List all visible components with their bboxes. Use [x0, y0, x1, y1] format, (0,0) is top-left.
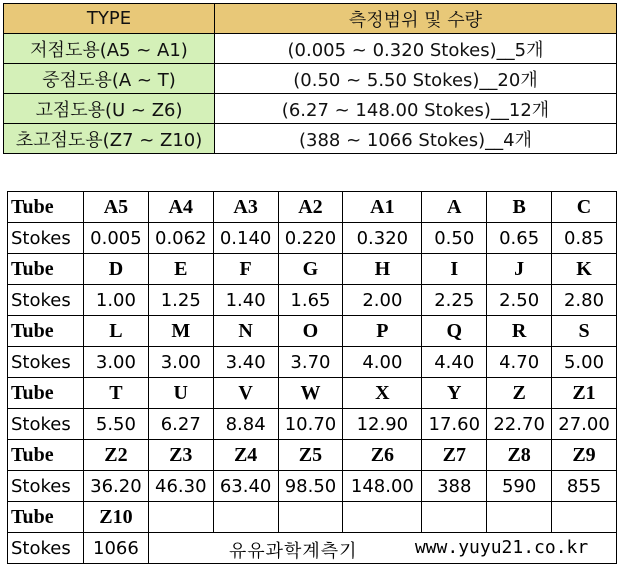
tube-cell: Z2: [84, 440, 149, 471]
stokes-cell: 46.30: [148, 471, 213, 502]
stokes-cell: 5.00: [552, 347, 617, 378]
stokes-cell: 855: [552, 471, 617, 502]
tube-row: [8, 378, 617, 409]
range-row-range: (388 ~ 1066 Stokes)__4개: [215, 124, 617, 154]
tube-cell: O: [278, 316, 343, 347]
tube-row: [8, 440, 617, 471]
stokes-label: Stokes: [8, 223, 84, 254]
empty-cell: [148, 502, 213, 533]
stokes-cell: 4.00: [343, 347, 422, 378]
stokes-cell: 0.140: [213, 223, 278, 254]
stokes-label: Stokes: [8, 409, 84, 440]
tube-cell: J: [487, 254, 552, 285]
range-table: [3, 3, 617, 154]
tube-cell: L: [84, 316, 149, 347]
stokes-cell: 590: [487, 471, 552, 502]
stokes-cell: 0.320: [343, 223, 422, 254]
tube-cell: G: [278, 254, 343, 285]
tube-cell: Z3: [148, 440, 213, 471]
tube-cell: C: [552, 192, 617, 223]
tube-cell: P: [343, 316, 422, 347]
stokes-label: Stokes: [8, 347, 84, 378]
stokes-row: [8, 223, 617, 254]
stokes-cell: 3.00: [84, 347, 149, 378]
tube-cell: R: [487, 316, 552, 347]
stokes-cell: 12.90: [343, 409, 422, 440]
stokes-cell: 3.40: [213, 347, 278, 378]
tube-cell: U: [148, 378, 213, 409]
stokes-cell: 6.27: [148, 409, 213, 440]
tube-label: Tube: [8, 440, 84, 471]
website-url: www.yuyu21.co.kr: [414, 537, 589, 558]
empty-cell: [422, 502, 487, 533]
tube-cell: E: [148, 254, 213, 285]
tube-cell: W: [278, 378, 343, 409]
tube-cell: Z9: [552, 440, 617, 471]
range-row: [4, 64, 617, 94]
tube-row: [8, 502, 617, 533]
stokes-cell: 63.40: [213, 471, 278, 502]
stokes-cell: 36.20: [84, 471, 149, 502]
tube-cell: Z8: [487, 440, 552, 471]
stokes-cell: 3.00: [148, 347, 213, 378]
tube-cell: Q: [422, 316, 487, 347]
stokes-cell: 1.25: [148, 285, 213, 316]
tube-cell: T: [84, 378, 149, 409]
stokes-cell: 148.00: [343, 471, 422, 502]
range-table-header: [4, 4, 617, 34]
stokes-cell: 8.84: [213, 409, 278, 440]
range-row-name: 고점도용(U ~ Z6): [4, 94, 215, 124]
tube-cell: D: [84, 254, 149, 285]
stokes-cell: 5.50: [84, 409, 149, 440]
stokes-row: [8, 533, 617, 564]
stokes-cell: 22.70: [487, 409, 552, 440]
stokes-cell: 2.25: [422, 285, 487, 316]
tube-label: Tube: [8, 502, 84, 533]
tube-row: [8, 316, 617, 347]
stokes-row: [8, 471, 617, 502]
tube-cell: Y: [422, 378, 487, 409]
stokes-cell: 1066: [84, 533, 149, 564]
range-row-range: (0.005 ~ 0.320 Stokes)__5개: [215, 34, 617, 64]
tube-row: [8, 254, 617, 285]
range-row-range: (0.50 ~ 5.50 Stokes)__20개: [215, 64, 617, 94]
company-name: 유유과학계측기: [228, 541, 358, 562]
tube-cell: A5: [84, 192, 149, 223]
tube-cell: Z4: [213, 440, 278, 471]
tube-cell: F: [213, 254, 278, 285]
stokes-cell: 0.062: [148, 223, 213, 254]
stokes-cell: 4.40: [422, 347, 487, 378]
range-row-name: 중점도용(A ~ T): [4, 64, 215, 94]
stokes-cell: 3.70: [278, 347, 343, 378]
range-row-name: 초고점도용(Z7 ~ Z10): [4, 124, 215, 154]
stokes-cell: 10.70: [278, 409, 343, 440]
tube-cell: N: [213, 316, 278, 347]
tube-cell: K: [552, 254, 617, 285]
empty-cell: [552, 502, 617, 533]
range-row: [4, 94, 617, 124]
tube-cell: M: [148, 316, 213, 347]
tube-label: Tube: [8, 192, 84, 223]
tube-cell: Z10: [84, 502, 149, 533]
stokes-cell: 27.00: [552, 409, 617, 440]
tube-label: Tube: [8, 378, 84, 409]
stokes-label: Stokes: [8, 533, 84, 564]
tube-cell: H: [343, 254, 422, 285]
stokes-label: Stokes: [8, 285, 84, 316]
stokes-cell: 1.65: [278, 285, 343, 316]
stokes-cell: 1.00: [84, 285, 149, 316]
tube-cell: Z1: [552, 378, 617, 409]
empty-cell: [278, 502, 343, 533]
tube-cell: I: [422, 254, 487, 285]
tube-stokes-table: [7, 191, 617, 564]
stokes-row: [8, 347, 617, 378]
range-row: [4, 124, 617, 154]
empty-cell: [213, 502, 278, 533]
tube-cell: Z5: [278, 440, 343, 471]
empty-cell: [343, 502, 422, 533]
tube-cell: A4: [148, 192, 213, 223]
stokes-cell: 98.50: [278, 471, 343, 502]
stokes-row: [8, 285, 617, 316]
tube-cell: Z6: [343, 440, 422, 471]
stokes-cell: 388: [422, 471, 487, 502]
header-range: 측정범위 및 수량: [215, 4, 617, 34]
range-row: [4, 34, 617, 64]
stokes-cell: 2.00: [343, 285, 422, 316]
tube-cell: A2: [278, 192, 343, 223]
tube-label: Tube: [8, 254, 84, 285]
stokes-cell: 2.50: [487, 285, 552, 316]
footer-cell: [148, 533, 616, 564]
tube-label: Tube: [8, 316, 84, 347]
stokes-cell: 17.60: [422, 409, 487, 440]
stokes-cell: 0.50: [422, 223, 487, 254]
tube-cell: A: [422, 192, 487, 223]
tube-table-body: [8, 192, 617, 564]
tube-cell: A3: [213, 192, 278, 223]
stokes-row: [8, 409, 617, 440]
stokes-cell: 0.220: [278, 223, 343, 254]
stokes-label: Stokes: [8, 471, 84, 502]
stokes-cell: 1.40: [213, 285, 278, 316]
empty-cell: [487, 502, 552, 533]
stokes-cell: 0.85: [552, 223, 617, 254]
tube-cell: Z7: [422, 440, 487, 471]
range-row-name: 저점도용(A5 ~ A1): [4, 34, 215, 64]
range-row-range: (6.27 ~ 148.00 Stokes)__12개: [215, 94, 617, 124]
tube-cell: X: [343, 378, 422, 409]
tube-cell: B: [487, 192, 552, 223]
tube-cell: V: [213, 378, 278, 409]
stokes-cell: 0.65: [487, 223, 552, 254]
tube-cell: S: [552, 316, 617, 347]
tube-row: [8, 192, 617, 223]
stokes-cell: 2.80: [552, 285, 617, 316]
stokes-cell: 0.005: [84, 223, 149, 254]
stokes-cell: 4.70: [487, 347, 552, 378]
tube-cell: A1: [343, 192, 422, 223]
header-type: TYPE: [4, 4, 215, 34]
tube-cell: Z: [487, 378, 552, 409]
